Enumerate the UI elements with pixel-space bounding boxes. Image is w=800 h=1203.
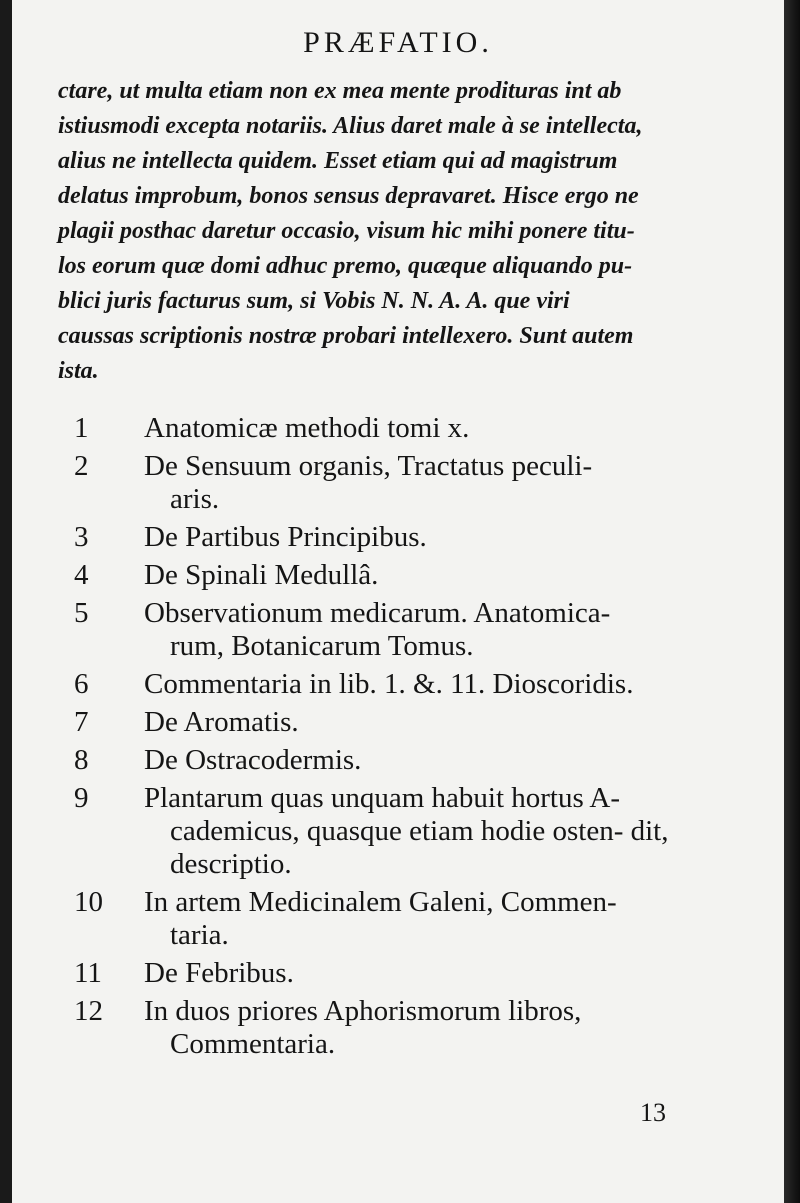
intro-line: delatus improbum, bonos sensus depravaret. Hisce ergo ne: [58, 183, 639, 209]
item-title-continued: aris.: [170, 483, 220, 515]
intro-line: caussas scriptionis nostræ probari intellexero. Sunt autem: [58, 323, 634, 349]
item-number: 3: [74, 521, 89, 553]
list-item: [74, 886, 714, 952]
item-title: In duos priores Aphorismorum libros,: [144, 995, 582, 1027]
item-title: Commentaria in lib. 1. &. 11. Dioscoridis.: [144, 668, 634, 700]
item-title: De Febribus.: [144, 957, 294, 989]
intro-line: alius ne intellecta quidem. Esset etiam qui ad magistrum: [58, 148, 618, 174]
item-title: De Sensuum organis, Tractatus peculi-: [144, 450, 593, 482]
list-item: [74, 450, 714, 516]
intro-line: ista.: [58, 358, 99, 384]
list-item: [74, 782, 714, 881]
list-item: [74, 995, 714, 1061]
item-title: Observationum medicarum. Anatomica-: [144, 597, 611, 629]
book-page: [12, 0, 784, 1203]
intro-line: plagii posthac daretur occasio, visum hic mihi ponere titu-: [58, 218, 635, 244]
item-title-continued: Commentaria.: [170, 1028, 336, 1060]
list-item: [74, 559, 714, 592]
item-number: 8: [74, 744, 89, 776]
item-number: 9: [74, 782, 89, 814]
item-number: 12: [74, 995, 103, 1027]
item-title: In artem Medicinalem Galeni, Commen-: [144, 886, 617, 918]
running-head: PRÆFATIO.: [303, 26, 493, 59]
list-item: [74, 744, 714, 777]
item-title-continued: cademicus, quasque etiam hodie osten- dit, descriptio.: [170, 815, 669, 880]
item-number: 4: [74, 559, 89, 591]
item-title: Anatomicæ methodi tomi x.: [144, 412, 470, 444]
item-title-continued: rum, Botanicarum Tomus.: [170, 630, 474, 662]
page-catchword: 13: [640, 1098, 666, 1127]
intro-paragraph: [58, 74, 708, 389]
page-edge-shadow: [784, 0, 800, 1203]
item-number: 11: [74, 957, 102, 989]
item-number: 2: [74, 450, 89, 482]
works-list: [74, 412, 714, 1066]
list-item: [74, 706, 714, 739]
item-title: Plantarum quas unquam habuit hortus A-: [144, 782, 621, 814]
item-number: 10: [74, 886, 103, 918]
intro-line: los eorum quæ domi adhuc premo, quæque aliquando pu-: [58, 253, 633, 279]
list-item: [74, 668, 714, 701]
item-title: De Spinali Medullâ.: [144, 559, 379, 591]
item-title-continued: taria.: [170, 919, 229, 951]
item-number: 7: [74, 706, 89, 738]
item-number: 1: [74, 412, 89, 444]
item-title: De Partibus Principibus.: [144, 521, 427, 553]
item-title: De Aromatis.: [144, 706, 299, 738]
intro-line: ctare, ut multa etiam non ex mea mente prodituras int ab: [58, 78, 622, 104]
intro-line: blici juris facturus sum, si Vobis N. N. A. A. que viri: [58, 288, 570, 314]
list-item: [74, 597, 714, 663]
list-item: [74, 412, 714, 445]
item-number: 5: [74, 597, 89, 629]
intro-line: istiusmodi excepta notariis. Alius daret male à se intellecta,: [58, 113, 643, 139]
list-item: [74, 957, 714, 990]
item-number: 6: [74, 668, 89, 700]
list-item: [74, 521, 714, 554]
item-title: De Ostracodermis.: [144, 744, 362, 776]
